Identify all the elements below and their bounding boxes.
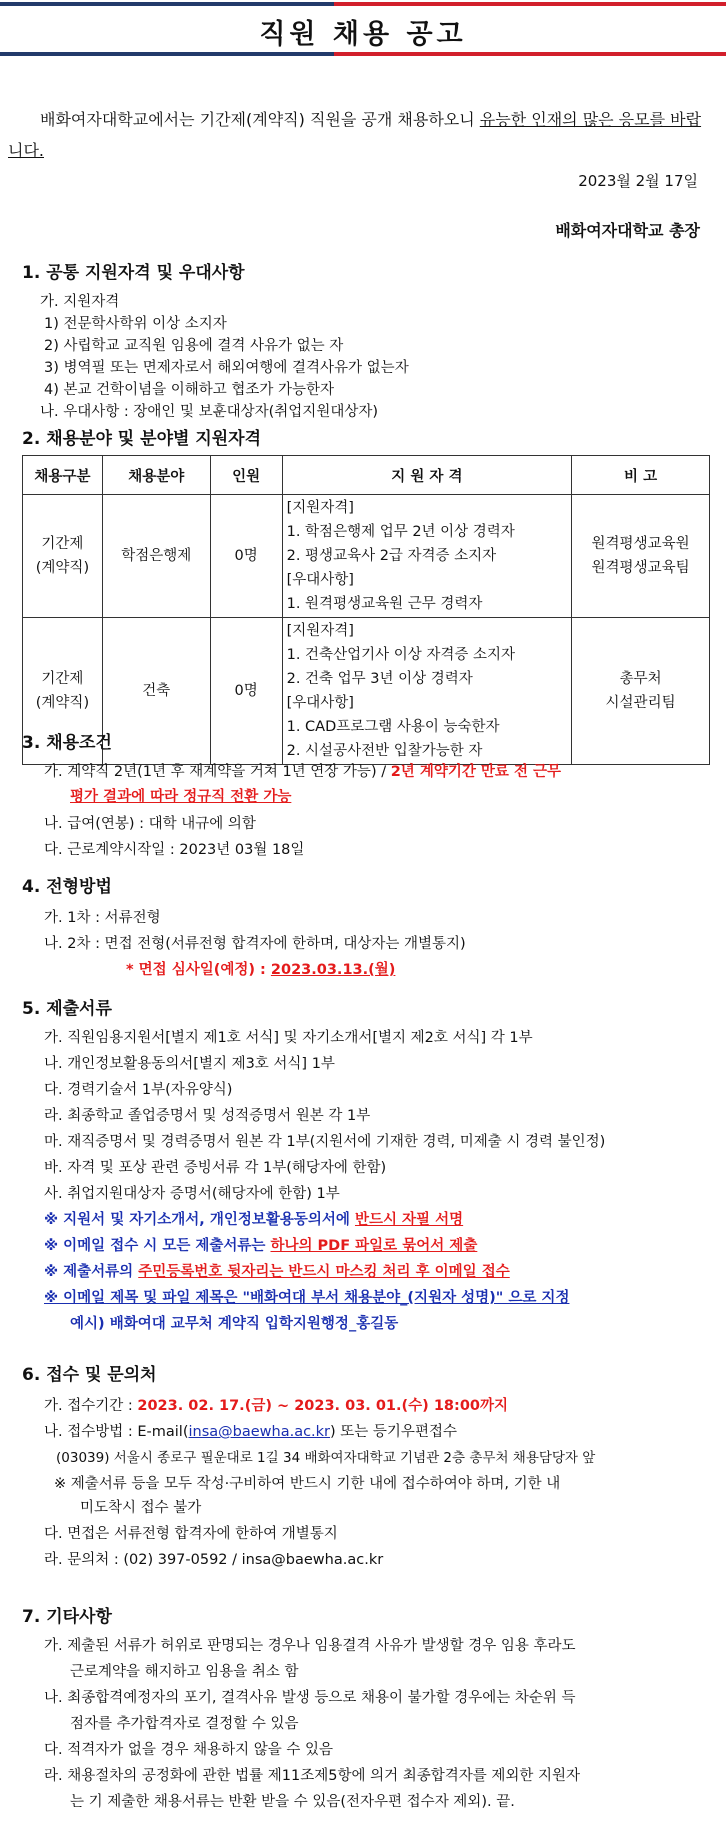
s1-item: 3) 병역필 또는 면제자로서 해외여행에 결격사유가 없는자	[44, 360, 409, 376]
notice-signer: 배화여자대학교 총장	[555, 221, 700, 240]
s1-item: 4) 본교 건학이념을 이해하고 협조가 가능한자	[44, 382, 335, 398]
s5-note-email-title: ※ 이메일 제목 및 파일 제목은 "배화여대 부서 채용분야_(지원자 성명)" 으로 지정	[44, 1290, 570, 1306]
s6-period: 가. 접수기간 : 2023. 02. 17.(금) ~ 2023. 03. 01.(수) 18:00까지	[44, 1398, 509, 1414]
section-3-heading: 3. 채용조건	[22, 733, 112, 753]
s6-interview: 다. 면접은 서류전형 합격자에 한하여 개별통지	[44, 1526, 338, 1542]
table-cell-qualifications: [지원자격] 1. 건축산업기사 이상 자격증 소지자 2. 건축 업무 3년 이상 경력자 [우대사항] 1. CAD프로그램 사용이 능숙한자 2. 시설공사전반 입찰가능한 자	[282, 618, 572, 765]
section-2-heading: 2. 채용분야 및 분야별 지원자격	[22, 429, 262, 449]
header	[0, 0, 726, 62]
s6-method: 나. 접수방법 : E-mail(insa@baewha.ac.kr) 또는 등기우편접수	[44, 1424, 457, 1440]
s1-preference: 나. 우대사항 : 장애인 및 보훈대상자(취업지원대상자)	[40, 404, 378, 420]
intro-emphasis: 유능한 인재의 많은 응모를 바랍니다.	[8, 110, 702, 160]
s5-item: 다. 경력기술서 1부(자유양식)	[44, 1082, 233, 1098]
header-bottom-bar	[0, 52, 726, 56]
intro-paragraph	[8, 104, 704, 166]
section-6-heading: 6. 접수 및 문의처	[22, 1365, 157, 1385]
table-header: 비 고	[572, 456, 710, 495]
s3-start-date: 다. 근로계약시작일 : 2023년 03월 18일	[44, 842, 305, 858]
s1-item: 2) 사립학교 교직원 임용에 결격 사유가 없는 자	[44, 338, 344, 354]
s7-item: 나. 최종합격예정자의 포기, 결격사유 발생 등으로 채용이 불가할 경우에는 차순위 득	[44, 1690, 576, 1706]
s3-conversion: 평가 결과에 따라 정규직 전환 가능	[70, 789, 292, 805]
s7-item: 라. 채용절차의 공정화에 관한 법률 제11조제5항에 의거 최종합격자를 제외한 지원자	[44, 1768, 580, 1784]
table-cell-qualifications: [지원자격] 1. 학점은행제 업무 2년 이상 경력자 2. 평생교육사 2급 자격증 소지자 [우대사항] 1. 원격평생교육원 근무 경력자	[282, 495, 572, 618]
table-cell-field: 학점은행제	[102, 495, 210, 618]
table-cell-count: 0명	[210, 618, 282, 765]
table-cell-type: 기간제 (계약직)	[23, 618, 103, 765]
s7-item-cont: 근로계약을 해지하고 임용을 취소 함	[70, 1664, 299, 1680]
s6-note-cont: 미도착시 접수 불가	[80, 1500, 202, 1516]
s5-item: 사. 취업지원대상자 증명서(해당자에 한함) 1부	[44, 1186, 340, 1202]
section-4-heading: 4. 전형방법	[22, 877, 112, 897]
s5-note-example: 예시) 배화여대 교무처 계약직 입학지원행정_홍길동	[70, 1316, 399, 1332]
table-cell-note: 총무처 시설관리팀	[572, 618, 710, 765]
page-title: 직원 채용 공고	[259, 19, 467, 50]
header-top-bar	[0, 2, 726, 6]
s1-qualifications: 가. 지원자격	[40, 294, 120, 310]
s4-round-1: 가. 1차 : 서류전형	[44, 910, 161, 926]
s1-item: 1) 전문학사학위 이상 소지자	[44, 316, 227, 332]
recruitment-table	[22, 455, 710, 765]
s6-contact: 라. 문의처 : (02) 397-0592 / insa@baewha.ac.kr	[44, 1552, 384, 1568]
s5-item: 마. 재직증명서 및 경력증명서 원본 각 1부(지원서에 기재한 경력, 미제출 시 경력 불인정)	[44, 1134, 606, 1150]
s7-item: 다. 적격자가 없을 경우 채용하지 않을 수 있음	[44, 1742, 333, 1758]
s4-round-2: 나. 2차 : 면접 전형(서류전형 합격자에 한하며, 대상자는 개별통지)	[44, 936, 466, 952]
table-cell-type: 기간제 (계약직)	[23, 495, 103, 618]
s4-interview-date: * 면접 심사일(예정) : 2023.03.13.(월)	[126, 962, 396, 978]
s5-note-masking: ※ 제출서류의 주민등록번호 뒷자리는 반드시 마스킹 처리 후 이메일 접수	[44, 1264, 510, 1280]
table-cell-field: 건축	[102, 618, 210, 765]
table-header: 지 원 자 격	[282, 456, 572, 495]
s7-item-cont: 는 기 제출한 채용서류는 반환 받을 수 있음(전자우편 접수자 제외). 끝.	[70, 1794, 515, 1810]
table-header: 채용구분	[23, 456, 103, 495]
section-7-heading: 7. 기타사항	[22, 1607, 112, 1627]
s5-note-signature: ※ 지원서 및 자기소개서, 개인정보활용동의서에 반드시 자필 서명	[44, 1212, 464, 1228]
table-header-row	[23, 456, 710, 495]
s7-item: 가. 제출된 서류가 허위로 판명되는 경우나 임용결격 사유가 발생할 경우 임용 후라도	[44, 1638, 576, 1654]
s5-item: 라. 최종학교 졸업증명서 및 성적증명서 원본 각 1부	[44, 1108, 371, 1124]
s6-address: (03039) 서울시 종로구 필운대로 1길 34 배화여자대학교 기념관 2층 총무처 채용담당자 앞	[56, 1450, 596, 1466]
table-cell-note: 원격평생교육원 원격평생교육팀	[572, 495, 710, 618]
table-cell-count: 0명	[210, 495, 282, 618]
table-row	[23, 618, 710, 765]
s5-note-pdf: ※ 이메일 접수 시 모든 제출서류는 하나의 PDF 파일로 묶어서 제출	[44, 1238, 478, 1254]
section-1-heading: 1. 공통 지원자격 및 우대사항	[22, 263, 245, 283]
email-link[interactable]: insa@baewha.ac.kr	[188, 1424, 331, 1440]
table-row	[23, 495, 710, 618]
s7-item-cont: 점자를 추가합격자로 결정할 수 있음	[70, 1716, 299, 1732]
intro-text: 배화여자대학교에서는 기간제(계약직) 직원을 공개 채용하오니	[40, 110, 480, 129]
notice-date: 2023월 2월 17일	[578, 172, 698, 190]
s6-note: ※ 제출서류 등을 모두 작성·구비하여 반드시 기한 내에 접수하여야 하며, 기한 내	[54, 1476, 561, 1492]
table-header: 채용분야	[102, 456, 210, 495]
table-header: 인원	[210, 456, 282, 495]
s3-contract: 가. 계약직 2년(1년 후 재계약을 거쳐 1년 연장 가능) / 2년 계약기간 만료 전 근무	[44, 764, 562, 780]
s5-item: 바. 자격 및 포상 관련 증빙서류 각 1부(해당자에 한함)	[44, 1160, 387, 1176]
s5-item: 가. 직원임용지원서[별지 제1호 서식] 및 자기소개서[별지 제2호 서식] 각 1부	[44, 1030, 533, 1046]
s5-item: 나. 개인정보활용동의서[별지 제3호 서식] 1부	[44, 1056, 335, 1072]
section-5-heading: 5. 제출서류	[22, 999, 112, 1019]
s3-salary: 나. 급여(연봉) : 대학 내규에 의함	[44, 816, 256, 832]
